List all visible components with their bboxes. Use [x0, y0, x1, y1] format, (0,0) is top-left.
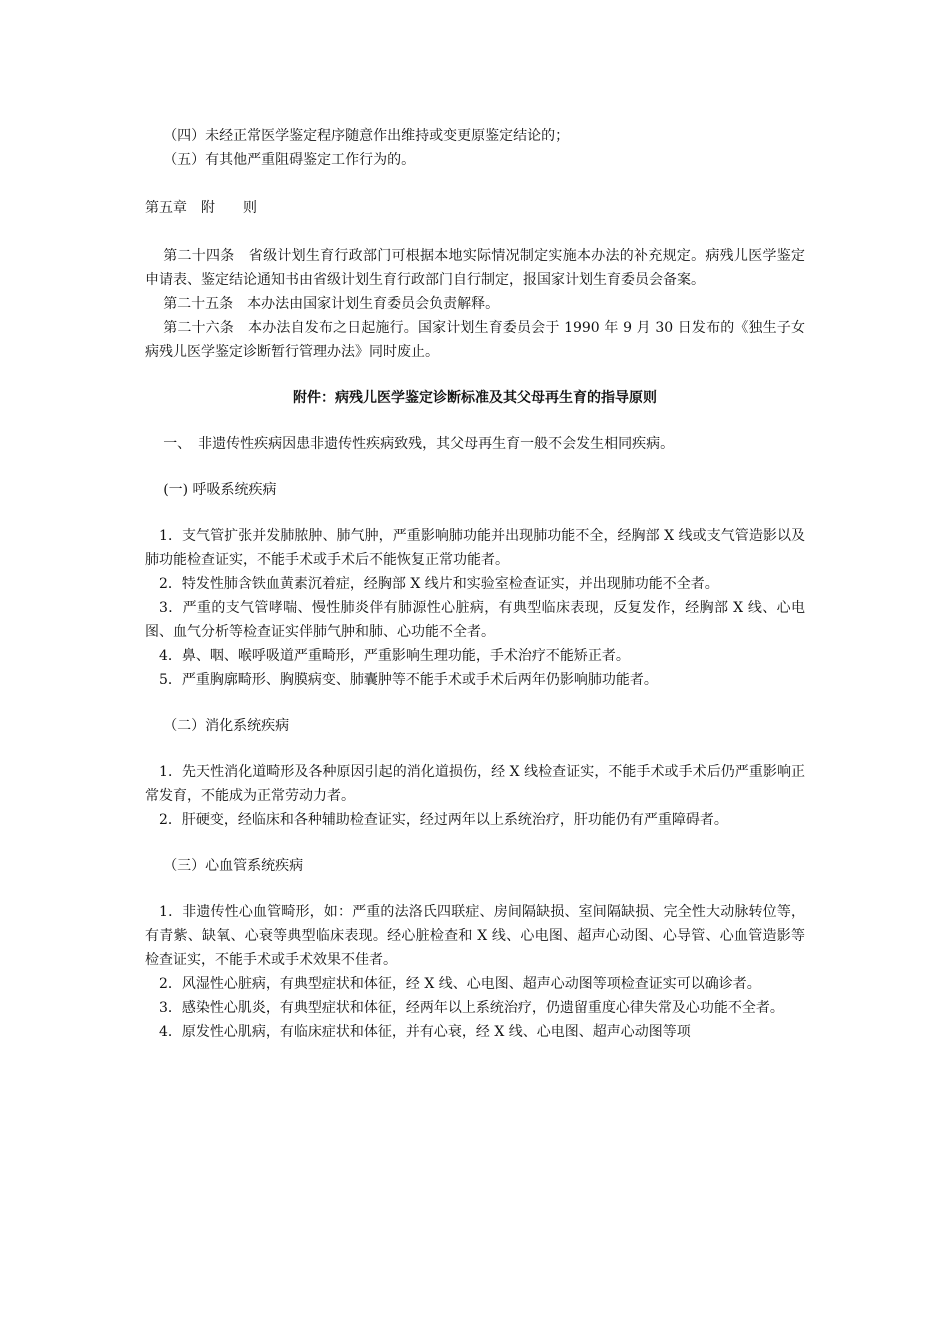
list-item: 1．支气管扩张并发肺脓肿、肺气肿，严重影响肺功能并出现肺功能不全，经胸部 X 线或支气管造影以及肺功能检查证实，不能手术或手术后不能恢复正常功能者。 — [145, 528, 805, 568]
list-item: 3．感染性心肌炎，有典型症状和体征，经两年以上系统治疗，仍遗留重度心律失常及心功能不全者。 — [159, 1000, 784, 1016]
document-body — [145, 124, 805, 1044]
article-26: 第二十六条 本办法自发布之日起施行。国家计划生育委员会于 1990 年 9 月 30 日发布的《独生子女病残儿医学鉴定诊断暂行管理办法》同时废止。 — [145, 320, 805, 360]
list-item: 3．严重的支气管哮喘、慢性肺炎伴有肺源性心脏病，有典型临床表现，反复发作，经胸部 X 线、心电图、血气分析等检查证实伴肺气肿和肺、心功能不全者。 — [145, 600, 805, 640]
list-item: 4．原发性心肌病，有临床症状和体征，并有心衰，经 X 线、心电图、超声心动图等项 — [159, 1024, 691, 1040]
article-24: 第二十四条 省级计划生育行政部门可根据本地实际情况制定实施本办法的补充规定。病残儿医学鉴定申请表、鉴定结论通知书由省级计划生育行政部门自行制定，报国家计划生育委员会备案。 — [145, 248, 805, 288]
intro-paragraph: 一、 非遗传性疾病因患非遗传性疾病致残，其父母再生育一般不会发生相同疾病。 — [163, 436, 675, 452]
list-item: 1．非遗传性心血管畸形，如：严重的法洛氏四联症、房间隔缺损、室间隔缺损、完全性大动脉转位等，有青紫、缺氧、心衰等典型临床表现。经心脏检查和 X 线、心电图、超声心动图、心导管、心血管造影等检查证实，不能手术或手术效果不佳者。 — [145, 904, 805, 968]
section-heading-respiratory: (一) 呼吸系统疾病 — [163, 482, 277, 498]
list-item: 5．严重胸廓畸形、胸膜病变、肺囊肿等不能手术或手术后两年仍影响肺功能者。 — [159, 672, 658, 688]
list-item: 4．鼻、咽、喉呼吸道严重畸形，严重影响生理功能，手术治疗不能矫正者。 — [159, 648, 630, 664]
section-heading-cardiovascular: （三）心血管系统疾病 — [163, 858, 304, 874]
article-25: 第二十五条 本办法由国家计划生育委员会负责解释。 — [163, 296, 500, 312]
list-item: 1．先天性消化道畸形及各种原因引起的消化道损伤，经 X 线检查证实，不能手术或手术后仍严重影响正常发育，不能成为正常劳动力者。 — [145, 764, 805, 804]
list-item: 2．特发性肺含铁血黄素沉着症，经胸部 X 线片和实验室检查证实，并出现肺功能不全者。 — [159, 576, 719, 592]
list-item: 2．风湿性心脏病，有典型症状和体征，经 X 线、心电图、超声心动图等项检查证实可以确诊者。 — [159, 976, 761, 992]
chapter-heading: 第五章 附 则 — [145, 200, 257, 216]
list-item: 2．肝硬变，经临床和各种辅助检查证实，经过两年以上系统治疗，肝功能仍有严重障碍者。 — [159, 812, 728, 828]
clause-4: （四）未经正常医学鉴定程序随意作出维持或变更原鉴定结论的； — [163, 128, 570, 144]
section-heading-digestive: （二）消化系统疾病 — [163, 718, 290, 734]
clause-5: （五）有其他严重阻碍鉴定工作行为的。 — [163, 152, 416, 168]
appendix-title: 附件：病残儿医学鉴定诊断标准及其父母再生育的指导原则 — [293, 390, 657, 406]
